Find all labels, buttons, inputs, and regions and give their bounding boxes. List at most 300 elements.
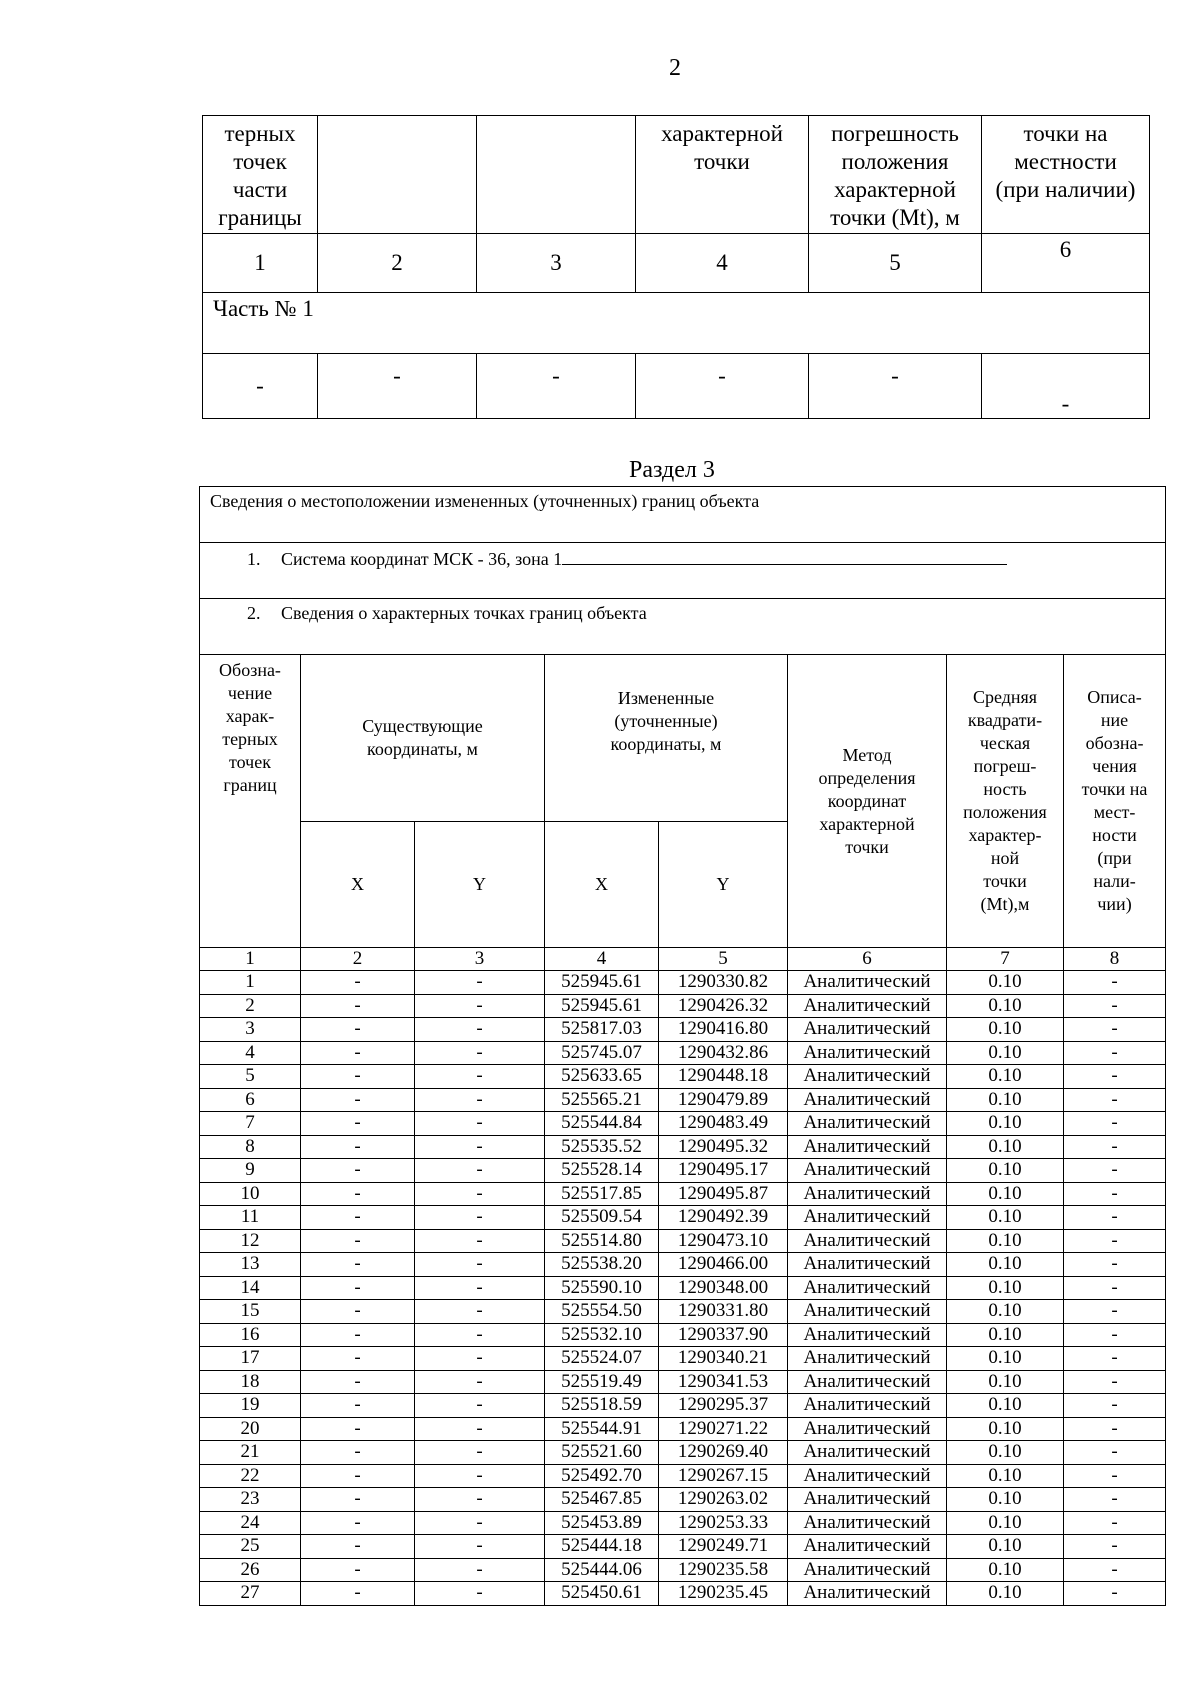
header-cell-3 (477, 116, 636, 234)
method-cell: Аналитический (788, 1300, 947, 1324)
section-title: Раздел 3 (629, 457, 715, 483)
error-cell: 0.10 (947, 1394, 1064, 1418)
error-cell: 0.10 (947, 1041, 1064, 1065)
empty-cell: - (477, 354, 636, 419)
changed-x-cell: 525554.50 (545, 1300, 659, 1324)
header-line: харак- (225, 706, 275, 726)
changed-y-cell: 1290235.45 (659, 1582, 788, 1606)
existing-y-cell: - (415, 1088, 545, 1112)
existing-x-cell: - (301, 1065, 415, 1089)
method-cell: Аналитический (788, 1347, 947, 1371)
table-row (200, 1229, 1166, 1253)
column-number: 4 (636, 234, 809, 293)
part-data-row (203, 354, 1150, 419)
changed-y-cell: 1290235.58 (659, 1558, 788, 1582)
point-number-cell: 24 (200, 1511, 301, 1535)
header-line: чии) (1097, 894, 1132, 914)
existing-coordinates-header (301, 655, 545, 822)
method-cell: Аналитический (788, 1464, 947, 1488)
description-cell: - (1064, 1370, 1166, 1394)
existing-x-cell: - (301, 1323, 415, 1347)
table-row (200, 971, 1166, 995)
changed-y-cell: 1290495.87 (659, 1182, 788, 1206)
changed-coordinates-header (545, 655, 788, 822)
table-row (200, 1088, 1166, 1112)
existing-x-cell: - (301, 1018, 415, 1042)
existing-y-cell: - (415, 1535, 545, 1559)
header-line: определения (818, 767, 916, 788)
header-line: Обозна- (219, 660, 281, 680)
description-cell: - (1064, 1488, 1166, 1512)
point-number-cell: 25 (200, 1535, 301, 1559)
existing-x-cell: - (301, 1088, 415, 1112)
points-caption-text: Сведения о характерных точках границ объекта (281, 603, 647, 623)
existing-y-cell: - (415, 1159, 545, 1183)
changed-x-cell: 525514.80 (545, 1229, 659, 1253)
column-number: 3 (477, 234, 636, 293)
existing-x-cell: - (301, 1582, 415, 1606)
existing-x-cell: - (301, 1159, 415, 1183)
existing-x-cell: - (301, 1488, 415, 1512)
changed-x-cell: 525521.60 (545, 1441, 659, 1465)
existing-x-cell: - (301, 1182, 415, 1206)
item-1-row (200, 543, 1166, 599)
header-line: координаты, м (610, 734, 722, 754)
error-cell: 0.10 (947, 1347, 1064, 1371)
point-number-cell: 1 (200, 971, 301, 995)
changed-x-cell: 525535.52 (545, 1135, 659, 1159)
header-line: характерной (834, 177, 956, 202)
part-row (203, 293, 1150, 354)
description-cell: - (1064, 1582, 1166, 1606)
table-row (200, 1159, 1166, 1183)
existing-y-cell: - (415, 1441, 545, 1465)
header-line: ной (990, 848, 1020, 868)
changed-x-cell: 525544.91 (545, 1417, 659, 1441)
error-cell: 0.10 (947, 1488, 1064, 1512)
method-cell: Аналитический (788, 1159, 947, 1183)
description-cell: - (1064, 971, 1166, 995)
changed-y-cell: 1290348.00 (659, 1276, 788, 1300)
part-label: Часть № 1 (203, 293, 1150, 354)
method-cell: Аналитический (788, 1323, 947, 1347)
column-number: 8 (1064, 948, 1166, 971)
changed-y-cell: 1290483.49 (659, 1112, 788, 1136)
method-cell: Аналитический (788, 1488, 947, 1512)
existing-x-cell: - (301, 1300, 415, 1324)
changed-x-cell: 525528.14 (545, 1159, 659, 1183)
existing-x-cell: - (301, 1370, 415, 1394)
changed-y-cell: 1290249.71 (659, 1535, 788, 1559)
table-row (200, 1323, 1166, 1347)
existing-x-cell: - (301, 1276, 415, 1300)
description-header (1064, 655, 1166, 948)
existing-x-cell: - (301, 1041, 415, 1065)
header-line: погрешность (831, 121, 959, 146)
existing-x-cell: - (301, 1511, 415, 1535)
changed-x-cell: 525945.61 (545, 971, 659, 995)
description-cell: - (1064, 1276, 1166, 1300)
column-number: 6 (788, 948, 947, 971)
existing-y-cell: - (415, 1370, 545, 1394)
column-number: 3 (415, 948, 545, 971)
changed-x-cell: 525945.61 (545, 994, 659, 1018)
point-number-cell: 8 (200, 1135, 301, 1159)
error-cell: 0.10 (947, 994, 1064, 1018)
description-cell: - (1064, 1018, 1166, 1042)
changed-x-cell: 525524.07 (545, 1347, 659, 1371)
header-row-1 (200, 655, 1166, 822)
method-cell: Аналитический (788, 971, 947, 995)
header-line: местности (1014, 149, 1117, 174)
changed-y-cell: 1290295.37 (659, 1394, 788, 1418)
header-line: погреш- (973, 756, 1037, 776)
changed-y-cell: 1290479.89 (659, 1088, 788, 1112)
existing-y-cell: - (415, 971, 545, 995)
error-cell: 0.10 (947, 1535, 1064, 1559)
point-number-cell: 11 (200, 1206, 301, 1230)
header-line: границы (218, 205, 302, 230)
table-row (200, 1065, 1166, 1089)
method-cell: Аналитический (788, 1018, 947, 1042)
header-line: (уточненные) (614, 711, 718, 731)
existing-y-cell: - (415, 1041, 545, 1065)
changed-x-cell: 525519.49 (545, 1370, 659, 1394)
error-cell: 0.10 (947, 1135, 1064, 1159)
header-line: терных (222, 729, 278, 749)
header-line: Описа- (1087, 687, 1142, 707)
table-row (200, 1300, 1166, 1324)
existing-y-cell: - (415, 1511, 545, 1535)
changed-x-cell: 525517.85 (545, 1182, 659, 1206)
description-cell: - (1064, 1347, 1166, 1371)
method-cell: Аналитический (788, 1041, 947, 1065)
changed-x-cell: 525518.59 (545, 1394, 659, 1418)
changed-x-cell: 525444.06 (545, 1558, 659, 1582)
table-row (200, 1511, 1166, 1535)
points-table-body (200, 971, 1166, 1606)
error-cell: 0.10 (947, 1323, 1064, 1347)
coordinate-system-cell (200, 543, 1166, 599)
method-header (788, 655, 947, 948)
header-line: (при наличии) (995, 177, 1136, 202)
item-2-row (200, 599, 1166, 655)
changed-x-cell: 525450.61 (545, 1582, 659, 1606)
changed-y-cell: 1290426.32 (659, 994, 788, 1018)
description-cell: - (1064, 1417, 1166, 1441)
point-number-cell: 7 (200, 1112, 301, 1136)
description-cell: - (1064, 1088, 1166, 1112)
page-number: 2 (669, 55, 681, 81)
existing-y-cell: - (415, 1135, 545, 1159)
header-line: характерной (661, 121, 783, 146)
table-row (200, 1276, 1166, 1300)
method-cell: Аналитический (788, 1088, 947, 1112)
header-line: точки (983, 871, 1027, 891)
header-line: Существующие (362, 716, 483, 736)
error-cell: 0.10 (947, 1417, 1064, 1441)
existing-x-header: X (301, 822, 415, 948)
changed-x-cell: 525565.21 (545, 1088, 659, 1112)
method-cell: Аналитический (788, 1206, 947, 1230)
point-number-cell: 20 (200, 1417, 301, 1441)
header-line: точек (233, 149, 287, 174)
changed-y-cell: 1290495.17 (659, 1159, 788, 1183)
changed-y-cell: 1290448.18 (659, 1065, 788, 1089)
column-number: 2 (301, 948, 415, 971)
section-caption: Сведения о местоположении измененных (уточненных) границ объекта (200, 487, 1166, 543)
method-cell: Аналитический (788, 1535, 947, 1559)
column-number: 1 (203, 234, 318, 293)
changed-y-cell: 1290253.33 (659, 1511, 788, 1535)
header-cell-4 (636, 116, 809, 234)
point-number-cell: 4 (200, 1041, 301, 1065)
column-number: 5 (809, 234, 982, 293)
changed-x-cell: 525544.84 (545, 1112, 659, 1136)
changed-y-cell: 1290271.22 (659, 1417, 788, 1441)
description-cell: - (1064, 1135, 1166, 1159)
changed-y-cell: 1290466.00 (659, 1253, 788, 1277)
table-row (200, 1206, 1166, 1230)
section-3-table (199, 486, 1166, 1606)
existing-y-cell: - (415, 1488, 545, 1512)
table-row (200, 1464, 1166, 1488)
header-line: мест- (1093, 802, 1136, 822)
table-row (200, 1535, 1166, 1559)
error-cell: 0.10 (947, 1441, 1064, 1465)
existing-x-cell: - (301, 1206, 415, 1230)
coordinate-system-text: Система координат МСК - 36, зона 1 (281, 549, 563, 569)
changed-y-cell: 1290340.21 (659, 1347, 788, 1371)
header-line: характерной (819, 813, 915, 834)
header-line: ческая (979, 733, 1031, 753)
header-line: точек (229, 752, 271, 772)
empty-cell: - (982, 354, 1150, 419)
header-line: нали- (1093, 871, 1136, 891)
changed-x-header: X (545, 822, 659, 948)
existing-y-cell: - (415, 1112, 545, 1136)
error-cell: 0.10 (947, 1276, 1064, 1300)
error-header (947, 655, 1064, 948)
description-cell: - (1064, 1300, 1166, 1324)
point-number-cell: 26 (200, 1558, 301, 1582)
error-cell: 0.10 (947, 1370, 1064, 1394)
point-number-cell: 15 (200, 1300, 301, 1324)
point-number-cell: 9 (200, 1159, 301, 1183)
method-cell: Аналитический (788, 1229, 947, 1253)
column-number: 5 (659, 948, 788, 971)
existing-x-cell: - (301, 1535, 415, 1559)
header-line: части (232, 177, 288, 202)
point-number-cell: 21 (200, 1441, 301, 1465)
table-row (200, 1394, 1166, 1418)
existing-x-cell: - (301, 1135, 415, 1159)
changed-y-cell: 1290263.02 (659, 1488, 788, 1512)
changed-x-cell: 525509.54 (545, 1206, 659, 1230)
point-number-cell: 13 (200, 1253, 301, 1277)
changed-y-cell: 1290416.80 (659, 1018, 788, 1042)
method-cell: Аналитический (788, 1370, 947, 1394)
empty-cell: - (636, 354, 809, 419)
method-cell: Аналитический (788, 1135, 947, 1159)
existing-x-cell: - (301, 994, 415, 1018)
method-cell: Аналитический (788, 1253, 947, 1277)
existing-y-cell: - (415, 1300, 545, 1324)
error-cell: 0.10 (947, 1229, 1064, 1253)
existing-y-cell: - (415, 1206, 545, 1230)
table-row (200, 1253, 1166, 1277)
existing-y-cell: - (415, 1065, 545, 1089)
header-line: (при (1097, 848, 1132, 868)
existing-x-cell: - (301, 1253, 415, 1277)
description-cell: - (1064, 1253, 1166, 1277)
error-cell: 0.10 (947, 971, 1064, 995)
table-row (200, 1582, 1166, 1606)
empty-cell: - (318, 354, 477, 419)
changed-x-cell: 525467.85 (545, 1488, 659, 1512)
method-cell: Аналитический (788, 1112, 947, 1136)
error-cell: 0.10 (947, 1018, 1064, 1042)
method-cell: Аналитический (788, 1511, 947, 1535)
header-line: Средняя (972, 687, 1038, 707)
caption-row (200, 487, 1166, 543)
existing-y-cell: - (415, 1276, 545, 1300)
table-row (200, 1112, 1166, 1136)
header-line: обозна- (1085, 733, 1144, 753)
changed-y-cell: 1290331.80 (659, 1300, 788, 1324)
description-cell: - (1064, 1159, 1166, 1183)
column-number: 1 (200, 948, 301, 971)
description-cell: - (1064, 1065, 1166, 1089)
method-cell: Аналитический (788, 1558, 947, 1582)
header-line: координаты, м (367, 739, 478, 759)
existing-y-cell: - (415, 1417, 545, 1441)
header-line: Метод (842, 744, 892, 765)
header-line: чение (227, 683, 273, 703)
table-row (200, 994, 1166, 1018)
existing-y-cell: - (415, 1323, 545, 1347)
continuation-table (202, 115, 1150, 419)
header-line: координат (827, 790, 907, 811)
column-number-row (200, 948, 1166, 971)
item-number: 1. (247, 549, 261, 569)
method-cell: Аналитический (788, 1065, 947, 1089)
error-cell: 0.10 (947, 1159, 1064, 1183)
method-cell: Аналитический (788, 1394, 947, 1418)
table-row (200, 1417, 1166, 1441)
method-cell: Аналитический (788, 1182, 947, 1206)
point-number-cell: 12 (200, 1229, 301, 1253)
error-cell: 0.10 (947, 1511, 1064, 1535)
header-cell-5 (809, 116, 982, 234)
header-line: характер- (968, 825, 1042, 845)
continuation-number-row (203, 234, 1150, 293)
existing-y-cell: - (415, 1347, 545, 1371)
changed-y-cell: 1290267.15 (659, 1464, 788, 1488)
changed-y-cell: 1290269.40 (659, 1441, 788, 1465)
method-cell: Аналитический (788, 1582, 947, 1606)
description-cell: - (1064, 1229, 1166, 1253)
header-line: границ (223, 775, 277, 795)
changed-x-cell: 525817.03 (545, 1018, 659, 1042)
header-line: чения (1092, 756, 1137, 776)
changed-x-cell: 525745.07 (545, 1041, 659, 1065)
point-number-cell: 27 (200, 1582, 301, 1606)
header-cell-6 (982, 116, 1150, 234)
existing-y-header: Y (415, 822, 545, 948)
header-line: ности (1092, 825, 1137, 845)
description-cell: - (1064, 1182, 1166, 1206)
column-number: 4 (545, 948, 659, 971)
table-row (200, 1018, 1166, 1042)
method-cell: Аналитический (788, 994, 947, 1018)
header-line: точки (Mt), м (830, 205, 960, 230)
table-row (200, 1041, 1166, 1065)
error-cell: 0.10 (947, 1088, 1064, 1112)
table-row (200, 1441, 1166, 1465)
point-number-cell: 14 (200, 1276, 301, 1300)
error-cell: 0.10 (947, 1182, 1064, 1206)
error-cell: 0.10 (947, 1253, 1064, 1277)
changed-x-cell: 525444.18 (545, 1535, 659, 1559)
existing-y-cell: - (415, 1582, 545, 1606)
header-line: точки на (1023, 121, 1108, 146)
existing-y-cell: - (415, 1229, 545, 1253)
changed-y-cell: 1290330.82 (659, 971, 788, 995)
existing-y-cell: - (415, 1464, 545, 1488)
existing-x-cell: - (301, 1558, 415, 1582)
changed-x-cell: 525590.10 (545, 1276, 659, 1300)
description-cell: - (1064, 1441, 1166, 1465)
error-cell: 0.10 (947, 1065, 1064, 1089)
table-row (200, 1558, 1166, 1582)
changed-x-cell: 525532.10 (545, 1323, 659, 1347)
existing-y-cell: - (415, 1394, 545, 1418)
column-number: 2 (318, 234, 477, 293)
header-line: ние (1100, 710, 1129, 730)
description-cell: - (1064, 1041, 1166, 1065)
changed-y-cell: 1290337.90 (659, 1323, 788, 1347)
existing-y-cell: - (415, 994, 545, 1018)
error-cell: 0.10 (947, 1558, 1064, 1582)
method-cell: Аналитический (788, 1276, 947, 1300)
point-number-cell: 22 (200, 1464, 301, 1488)
header-line: (Mt),м (980, 894, 1030, 914)
existing-x-cell: - (301, 1347, 415, 1371)
header-line: точки на (1081, 779, 1148, 799)
changed-y-header: Y (659, 822, 788, 948)
description-cell: - (1064, 1112, 1166, 1136)
header-line: точки (845, 836, 889, 857)
point-number-cell: 16 (200, 1323, 301, 1347)
header-line: терных (224, 121, 296, 146)
error-cell: 0.10 (947, 1464, 1064, 1488)
point-number-cell: 19 (200, 1394, 301, 1418)
description-cell: - (1064, 1206, 1166, 1230)
point-number-cell: 18 (200, 1370, 301, 1394)
continuation-header-row (203, 116, 1150, 234)
empty-cell: - (203, 354, 318, 419)
header-line: положения (841, 149, 949, 174)
method-cell: Аналитический (788, 1441, 947, 1465)
existing-x-cell: - (301, 1112, 415, 1136)
point-number-cell: 6 (200, 1088, 301, 1112)
existing-y-cell: - (415, 1182, 545, 1206)
header-cell-1 (203, 116, 318, 234)
description-cell: - (1064, 1558, 1166, 1582)
header-line: ность (983, 779, 1027, 799)
error-cell: 0.10 (947, 1112, 1064, 1136)
